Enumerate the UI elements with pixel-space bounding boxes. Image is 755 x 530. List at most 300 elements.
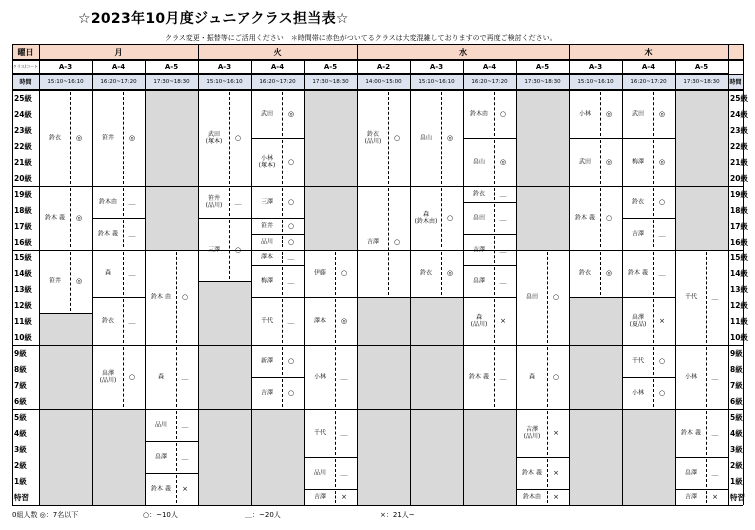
block-separator: [569, 297, 622, 298]
no-class-region: [145, 90, 198, 250]
teacher-name: 畠澤: [472, 277, 486, 285]
block-separator: [516, 489, 569, 490]
column-line: [39, 44, 40, 505]
block-divider: [706, 252, 707, 344]
block-divider: [547, 411, 548, 455]
teacher-name: 鈴衣: [472, 190, 486, 198]
time-header: 15:10~16:10: [39, 74, 92, 90]
teacher-name: 鈴衣: [578, 269, 592, 277]
capacity-mark: ◎: [340, 317, 348, 326]
block-divider: [123, 252, 124, 296]
block-divider: [494, 188, 495, 200]
no-class-region: [622, 409, 675, 505]
block-separator: [622, 297, 675, 298]
level-label-right: 10級: [730, 333, 748, 343]
level-label-right: 11級: [730, 317, 748, 327]
capacity-mark: ○: [287, 389, 295, 398]
capacity-mark: ◎: [446, 133, 454, 142]
column-line: [728, 44, 729, 505]
time-header: 15:10~16:10: [198, 74, 251, 90]
block-divider: [600, 252, 601, 296]
capacity-mark: ×: [553, 492, 559, 501]
block-divider: [335, 299, 336, 343]
block-divider: [441, 188, 442, 248]
time-header: 15:10~16:10: [410, 74, 463, 90]
court-header: A-5: [304, 60, 357, 74]
column-line: [622, 60, 623, 505]
teacher-name: 千代: [313, 429, 327, 437]
column-line: [410, 60, 411, 505]
block-separator: [198, 281, 251, 282]
capacity-mark: ○: [552, 373, 560, 382]
teacher-name: 武田: [578, 158, 592, 166]
block-divider: [547, 459, 548, 487]
block-separator: [145, 473, 198, 474]
block-divider: [70, 188, 71, 248]
capacity-mark: ＿: [499, 213, 507, 222]
teacher-name: 澤本: [260, 253, 274, 261]
level-label-left: 4級: [14, 428, 27, 438]
level-label-left: 9級: [14, 349, 27, 359]
teacher-name: 武田: [631, 110, 645, 118]
block-divider: [282, 140, 283, 184]
teacher-name: 畠田: [525, 293, 539, 301]
column-line: [145, 60, 146, 505]
court-header: A-5: [516, 60, 569, 74]
teacher-name: 吉澤: [472, 246, 486, 253]
capacity-mark: ＿: [711, 428, 719, 437]
capacity-mark: ＿: [658, 229, 666, 238]
capacity-mark: ＿: [181, 452, 189, 461]
capacity-mark: ○: [658, 357, 666, 366]
level-label-right: 特習: [730, 492, 745, 502]
column-line: [198, 44, 199, 505]
teacher-name: 千代: [260, 317, 274, 325]
block-separator: [198, 218, 251, 219]
teacher-name: 鈴衣: [48, 134, 62, 142]
block-separator: [463, 202, 516, 203]
capacity-mark: ×: [659, 317, 665, 326]
capacity-mark: ○: [658, 197, 666, 206]
level-group-line: [12, 345, 743, 346]
block-divider: [335, 491, 336, 503]
teacher-name: 鈴衣: [101, 317, 115, 325]
block-divider: [123, 299, 124, 343]
capacity-mark: ○: [287, 157, 295, 166]
block-separator: [304, 297, 357, 298]
level-label-left: 19級: [14, 189, 32, 199]
capacity-mark: ○: [499, 109, 507, 118]
court-header: A-3: [198, 60, 251, 74]
court-header: A-3: [410, 60, 463, 74]
teacher-name: 鈴衣: [631, 198, 645, 206]
block-divider: [229, 92, 230, 184]
capacity-mark: ＿: [499, 245, 507, 254]
block-divider: [123, 188, 124, 216]
level-label-right: 25級: [730, 93, 748, 103]
capacity-mark: ＿: [340, 428, 348, 437]
court-header: A-2: [357, 60, 410, 74]
block-divider: [176, 252, 177, 344]
block-divider: [123, 220, 124, 248]
no-class-region: [463, 409, 516, 505]
teacher-name: 畠田: [472, 214, 486, 222]
no-class-region: [675, 90, 728, 250]
level-label-left: 24級: [14, 109, 32, 119]
level-label-right: 14級: [730, 269, 748, 279]
teacher-name: 笹井: [260, 222, 274, 230]
level-label-right: 6級: [730, 397, 743, 407]
teacher-name: 鈴木 義: [522, 469, 542, 477]
column-line: [357, 44, 358, 505]
capacity-mark: ◎: [75, 277, 83, 286]
capacity-mark: ＿: [340, 468, 348, 477]
block-separator: [251, 234, 304, 235]
capacity-mark: ＿: [499, 189, 507, 198]
teacher-name: 小林: [684, 373, 698, 381]
column-line: [251, 60, 252, 505]
level-label-left: 特習: [14, 492, 29, 502]
capacity-mark: ○: [181, 293, 189, 302]
capacity-mark: ＿: [128, 197, 136, 206]
block-separator: [675, 489, 728, 490]
court-header: A-5: [145, 60, 198, 74]
column-line: [92, 60, 93, 505]
block-separator: [251, 138, 304, 139]
teacher-name: 鈴木 義: [681, 429, 701, 437]
teacher-name: 三澤: [260, 198, 274, 206]
capacity-mark: ×: [341, 492, 347, 501]
court-header: A-4: [622, 60, 675, 74]
level-label-right: 1級: [730, 476, 743, 486]
level-group-line: [12, 90, 743, 91]
block-divider: [335, 459, 336, 487]
capacity-mark: ◎: [605, 157, 613, 166]
capacity-mark: ○: [340, 269, 348, 278]
block-divider: [123, 92, 124, 184]
court-header: A-4: [251, 60, 304, 74]
teacher-name: 畠澤 (夏品): [629, 314, 647, 329]
court-header: A-4: [463, 60, 516, 74]
level-label-left: 6級: [14, 397, 27, 407]
teacher-name: 武田 (塚本): [205, 130, 223, 145]
level-label-left: 3級: [14, 444, 27, 454]
teacher-name: 吉澤: [313, 493, 327, 501]
teacher-name: 吉澤: [684, 493, 698, 501]
teacher-name: 吉澤: [631, 230, 645, 238]
day-header: 木: [569, 44, 728, 60]
header-line: [12, 44, 743, 45]
block-divider: [653, 140, 654, 184]
no-class-region: [357, 297, 410, 504]
class-room-label: クラス/コート: [12, 60, 39, 74]
capacity-mark: ＿: [128, 269, 136, 278]
teacher-name: 鈴木由: [522, 493, 542, 501]
teacher-name: 品川: [260, 238, 274, 246]
level-label-left: 5級: [14, 412, 27, 422]
teacher-name: 笹井: [48, 277, 62, 285]
block-separator: [304, 457, 357, 458]
teacher-name: 笹井 (品川): [205, 194, 223, 209]
teacher-name: 鈴木 義: [469, 373, 489, 381]
block-separator: [145, 441, 198, 442]
block-divider: [653, 379, 654, 407]
level-group-line: [12, 186, 743, 187]
weekday-label: 曜日: [12, 44, 39, 60]
block-separator: [463, 234, 516, 235]
capacity-mark: ＿: [181, 373, 189, 382]
teacher-name: 鈴木 由: [151, 293, 171, 301]
teacher-name: 小林: [631, 389, 645, 397]
level-label-left: 2級: [14, 460, 27, 470]
block-separator: [569, 138, 622, 139]
level-label-right: 3級: [730, 444, 743, 454]
header-line: [12, 74, 743, 75]
teacher-name: 小林 (塚本): [258, 154, 276, 169]
level-group-line: [12, 505, 743, 506]
block-divider: [282, 347, 283, 375]
capacity-mark: ＿: [181, 420, 189, 429]
column-line: [516, 60, 517, 505]
block-divider: [388, 188, 389, 296]
teacher-name: 森 (鈴木由): [414, 210, 438, 225]
time-header: 14:00~15:00: [357, 74, 410, 90]
teacher-name: 千代: [684, 293, 698, 301]
capacity-mark: ○: [446, 213, 454, 222]
capacity-mark: ○: [287, 197, 295, 206]
teacher-name: 鈴木 義: [45, 214, 65, 222]
teacher-name: 新澤: [260, 357, 274, 365]
column-line: [675, 60, 676, 505]
block-divider: [494, 347, 495, 407]
block-divider: [441, 252, 442, 296]
block-divider: [494, 299, 495, 343]
teacher-name: 笹井: [101, 134, 115, 142]
teacher-name: 吉澤: [366, 238, 380, 246]
block-divider: [335, 411, 336, 455]
legend-good: ○：~10人: [143, 511, 178, 519]
block-separator: [92, 297, 145, 298]
time-header: 17:30~18:30: [675, 74, 728, 90]
teacher-name: 畠澤 (品川): [99, 370, 117, 385]
legend-fair: ＿：~20人: [245, 511, 281, 519]
column-line: [463, 60, 464, 505]
no-class-region: [198, 281, 251, 504]
teacher-name: 小林: [578, 110, 592, 118]
capacity-mark: ◎: [658, 157, 666, 166]
capacity-mark: ○: [128, 373, 136, 382]
capacity-mark: ◎: [658, 109, 666, 118]
teacher-name: 小林: [313, 373, 327, 381]
court-header: A-3: [39, 60, 92, 74]
level-label-right: 7級: [730, 381, 743, 391]
level-label-left: 21級: [14, 157, 32, 167]
capacity-mark: ＿: [711, 373, 719, 382]
block-separator: [357, 297, 410, 298]
table-left-border: [12, 44, 13, 505]
capacity-mark: ○: [552, 293, 560, 302]
capacity-mark: ×: [712, 492, 718, 501]
block-separator: [622, 138, 675, 139]
block-divider: [653, 92, 654, 136]
block-divider: [388, 92, 389, 184]
teacher-name: 吉澤 (品川): [523, 425, 541, 440]
level-label-left: 8級: [14, 365, 27, 375]
block-separator: [251, 265, 304, 266]
court-header: A-5: [675, 60, 728, 74]
level-label-right: 19級: [730, 189, 748, 199]
teacher-name: 鈴木 義: [151, 485, 171, 493]
no-class-region: [92, 409, 145, 505]
block-divider: [600, 92, 601, 136]
capacity-mark: ＿: [499, 277, 507, 286]
teacher-name: 森: [104, 269, 112, 277]
capacity-mark: ＿: [711, 293, 719, 302]
block-divider: [70, 92, 71, 184]
block-divider: [441, 92, 442, 184]
capacity-mark: ◎: [605, 109, 613, 118]
block-divider: [335, 252, 336, 296]
level-label-right: 12級: [730, 301, 748, 311]
block-separator: [410, 297, 463, 298]
teacher-name: 畠山: [419, 134, 433, 142]
level-label-right: 23級: [730, 125, 748, 135]
level-label-right: 15級: [730, 253, 748, 263]
teacher-name: 澤本: [313, 317, 327, 325]
header-line: [12, 60, 743, 61]
capacity-mark: ＿: [287, 253, 295, 262]
block-divider: [706, 411, 707, 455]
capacity-mark: ＿: [287, 317, 295, 326]
level-label-left: 14級: [14, 269, 32, 279]
block-separator: [675, 457, 728, 458]
block-divider: [494, 92, 495, 136]
no-class-region: [410, 297, 463, 504]
block-divider: [282, 236, 283, 248]
teacher-name: 吉澤: [260, 389, 274, 397]
legend-full: ×：21人~: [380, 511, 415, 519]
block-divider: [653, 220, 654, 248]
column-line: [304, 60, 305, 505]
capacity-mark: ◎: [75, 213, 83, 222]
capacity-mark: ＿: [234, 197, 242, 206]
level-group-line: [12, 409, 743, 410]
teacher-name: 千代: [631, 357, 645, 365]
block-divider: [282, 379, 283, 407]
court-header: A-3: [569, 60, 622, 74]
block-divider: [494, 140, 495, 184]
level-label-right: 4級: [730, 428, 743, 438]
teacher-name: 鈴木 義: [628, 269, 648, 277]
teacher-name: 森: [157, 373, 165, 381]
block-divider: [706, 347, 707, 407]
block-divider: [176, 347, 177, 407]
teacher-name: 伊藤: [313, 269, 327, 277]
capacity-mark: ×: [553, 468, 559, 477]
block-divider: [282, 299, 283, 343]
block-divider: [653, 299, 654, 343]
time-header: 17:30~18:30: [516, 74, 569, 90]
level-label-left: 18級: [14, 205, 32, 215]
block-divider: [70, 252, 71, 312]
capacity-mark: ×: [553, 428, 559, 437]
block-divider: [547, 252, 548, 344]
subtitle-text: クラス変更・振替等にご活用ください ＊時間帯に赤色がついてるクラスは大変混雑しておりますので再度ご検討ください。: [165, 34, 557, 42]
block-separator: [463, 265, 516, 266]
teacher-name: 梅澤: [260, 277, 274, 285]
time-header: 16:20~17:20: [251, 74, 304, 90]
block-divider: [547, 347, 548, 407]
level-label-left: 25級: [14, 93, 32, 103]
block-divider: [282, 188, 283, 216]
block-separator: [304, 489, 357, 490]
level-group-line: [12, 250, 743, 251]
block-divider: [494, 267, 495, 295]
time-label: 時間: [12, 74, 39, 90]
day-header: 火: [198, 44, 357, 60]
capacity-mark: ◎: [287, 109, 295, 118]
level-label-left: 13級: [14, 285, 32, 295]
teacher-name: 森 (品川): [470, 314, 488, 329]
capacity-mark: ＿: [128, 229, 136, 238]
time-header: 17:30~18:30: [304, 74, 357, 90]
capacity-mark: ＿: [499, 373, 507, 382]
capacity-mark: ○: [393, 133, 401, 142]
table-right-border: [743, 44, 744, 505]
block-separator: [251, 218, 304, 219]
capacity-mark: ○: [234, 245, 242, 254]
no-class-region: [304, 90, 357, 250]
capacity-mark: ○: [393, 237, 401, 246]
level-label-right: 2級: [730, 460, 743, 470]
capacity-mark: ○: [287, 357, 295, 366]
time-header: 16:20~17:20: [463, 74, 516, 90]
capacity-mark: ◎: [499, 157, 507, 166]
capacity-mark: ◎: [75, 133, 83, 142]
level-label-left: 1級: [14, 476, 27, 486]
teacher-name: 三澤: [207, 246, 221, 253]
capacity-mark: ○: [287, 221, 295, 230]
teacher-name: 森: [528, 373, 536, 381]
no-class-region: [516, 90, 569, 250]
teacher-name: 鈴衣 (品川): [364, 130, 382, 145]
level-label-right: 17級: [730, 221, 748, 231]
time-header: 15:10~16:10: [569, 74, 622, 90]
capacity-mark: ＿: [658, 269, 666, 278]
teacher-name: 武田: [260, 110, 274, 118]
block-separator: [39, 313, 92, 314]
block-divider: [600, 188, 601, 248]
block-divider: [653, 347, 654, 375]
block-divider: [706, 459, 707, 487]
level-label-right: 8級: [730, 365, 743, 375]
capacity-mark: ◎: [128, 133, 136, 142]
block-divider: [176, 411, 177, 439]
time-header: 16:20~17:20: [622, 74, 675, 90]
block-separator: [251, 297, 304, 298]
time-header: 17:30~18:30: [145, 74, 198, 90]
day-header: 月: [39, 44, 198, 60]
capacity-mark: ＿: [711, 468, 719, 477]
day-header: 水: [357, 44, 569, 60]
no-class-region: [569, 297, 622, 504]
level-label-left: 10級: [14, 333, 32, 343]
block-divider: [653, 188, 654, 216]
block-divider: [229, 188, 230, 216]
block-separator: [622, 218, 675, 219]
teacher-name: 品川: [313, 469, 327, 477]
block-divider: [282, 220, 283, 232]
